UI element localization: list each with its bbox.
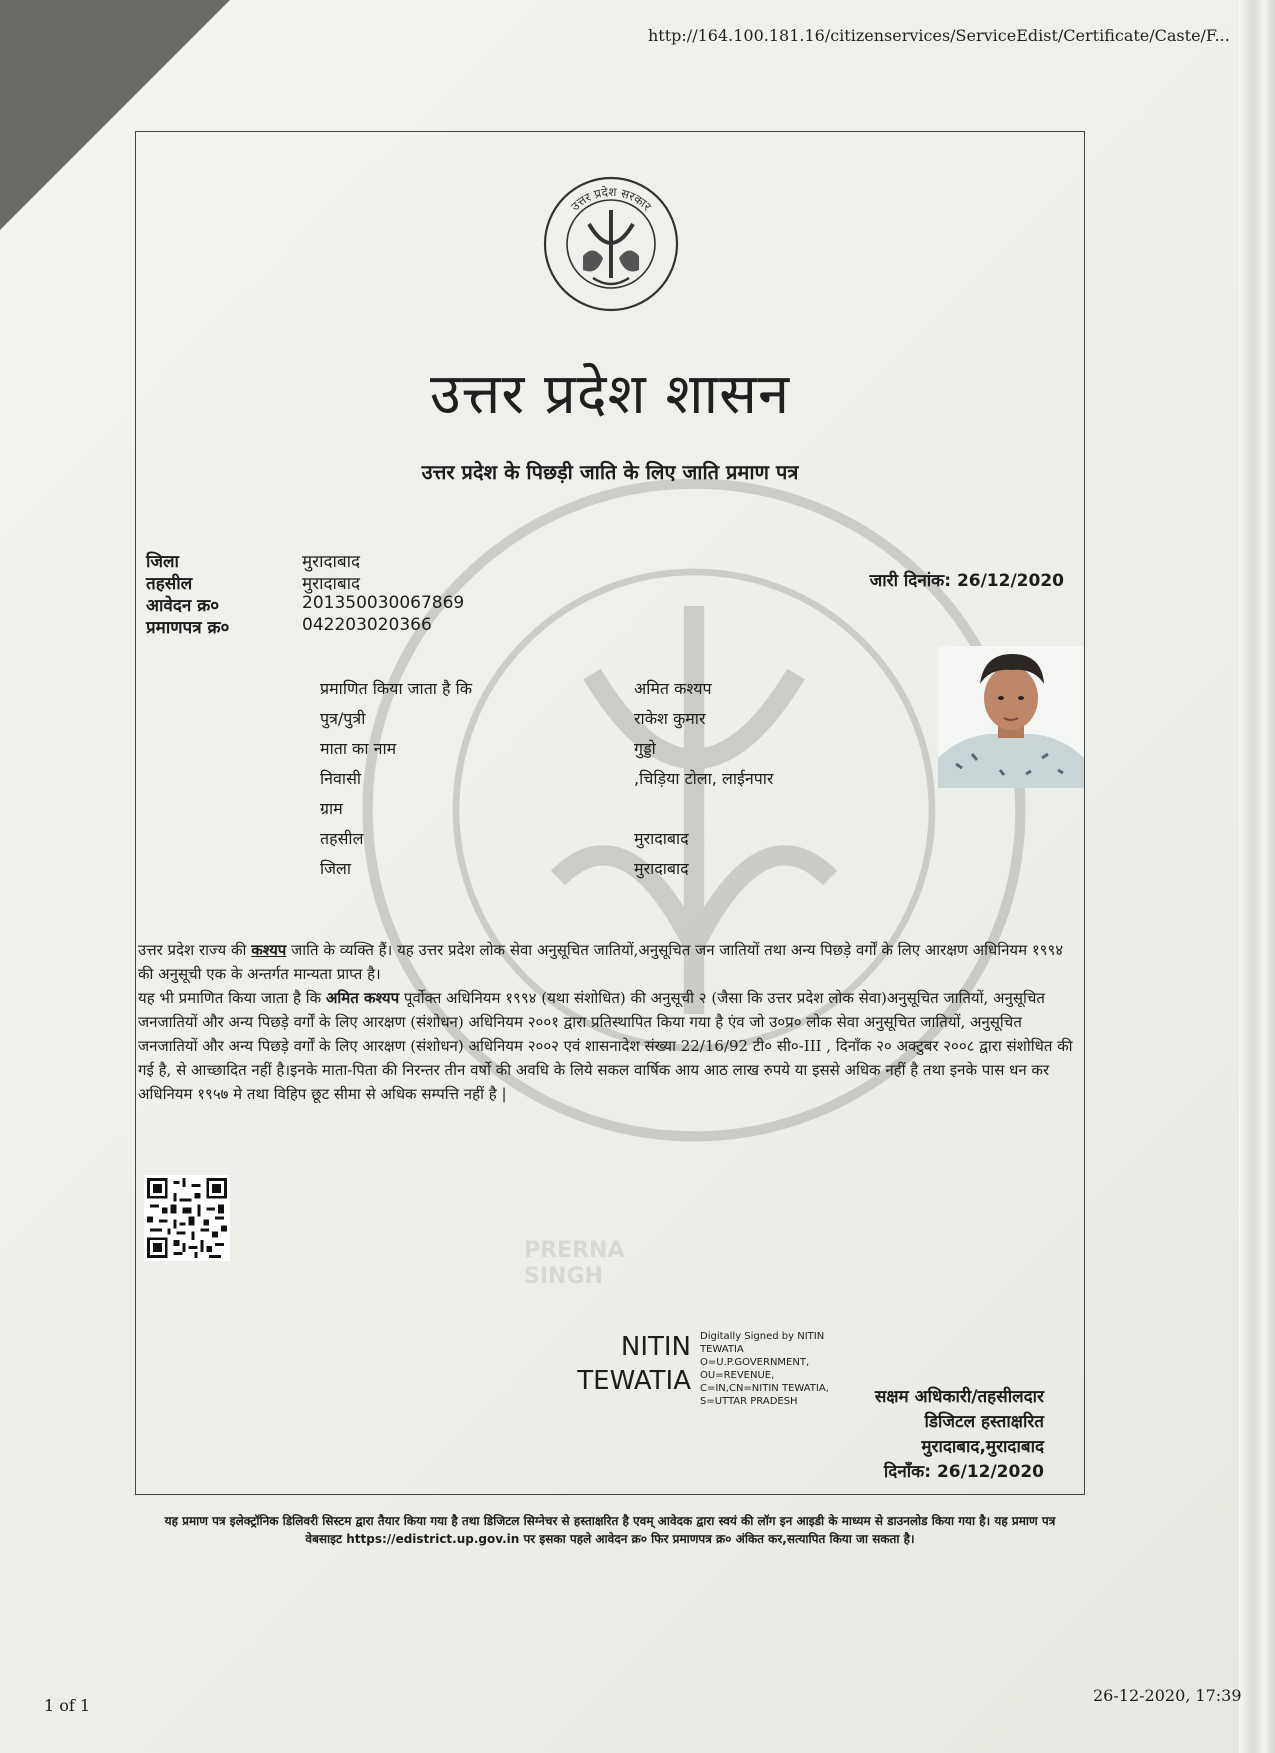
bleed-through-text (524, 1238, 624, 1290)
digital-signature-info: Digitally Signed by NITIN TEWATIA O=U.P.GOVERNMENT, OU=REVENUE, C=IN,CN=NITIN TEWATIA, S=UTTAR PRADESH (700, 1331, 829, 1407)
detail-row-tehsil (320, 827, 840, 857)
print-url-header: http://164.100.181.16/citizenservices/ServiceEdist/Certificate/Caste/F... (648, 26, 1230, 45)
applicant-photo (938, 646, 1084, 788)
signer-first-name: NITIN (620, 1332, 691, 1362)
detail-label: ग्राम (320, 799, 343, 818)
meta-label: आवेदन क्र० (146, 596, 220, 616)
print-datetime: 26-12-2020, 17:39 (1093, 1686, 1242, 1705)
meta-value: 042203020366 (302, 615, 432, 635)
signer-name (491, 1330, 691, 1398)
officer-place: मुरादाबाद,मुरादाबाद (921, 1437, 1044, 1457)
certificate-frame (135, 131, 1085, 1546)
detail-row-name (320, 677, 840, 707)
detail-value: अमित कश्यप (634, 679, 712, 698)
officer-title: सक्षम अधिकारी/तहसीलदार (874, 1387, 1044, 1407)
body-paragraph-2 (138, 986, 1073, 1106)
applicant-name: अमित कश्यप (325, 989, 400, 1007)
detail-label: प्रमाणित किया जाता है कि (320, 679, 473, 698)
page-stack-edge (1239, 0, 1275, 1753)
body-text-span: पूर्वोक्त अधिनियम १९९४ (यथा संशोधित) की अनुसूची २ (जैसा कि उत्तर प्रदेश लोक सेवा)अनुसूचित जातियों, अनुसूचित जनजातियों और अन्य पिछड़े वर्गों के लिए आरक्षण (संशोधन) अधिनियम २००१ द्वारा प्रतिस्थापित किया गया है एंव जो उ०प्र० लोक सेवा अनुसूचित जातियों, अनुसूचित जनजातियों और अन्य पिछड़े वर्गों के लिए आरक्षण (संशोधन) अधिनियम २००२ एवं शासनादेश संख्या 22/16/92 टी० सी०-III , दिनाँक २० अक्टुबर २००८ द्वारा संशोधित की गई है, से आच्छादित नहीं है।इनके माता-पिता की निरन्तर तीन वर्षो की अवधि के लिये सकल वार्षिक आय आठ लाख रुपये या इससे अधिक नहीं है तथा इनके पास धन कर अधिनियम १९५७ मे तथा विहिप छूट सीमा से अधिक सम्पत्ति नहीं है | (138, 989, 1073, 1103)
meta-label: प्रमाणपत्र क्र० (146, 618, 230, 638)
page-indicator: 1 of 1 (44, 1696, 91, 1715)
certificate-body (138, 938, 1073, 1106)
detail-row-village (320, 797, 840, 827)
body-paragraph-1 (138, 938, 1073, 986)
detail-label: माता का नाम (320, 739, 397, 758)
ghost-line: PRERNA (524, 1238, 625, 1263)
detail-row-residence (320, 767, 840, 797)
svg-text:उत्तर प्रदेश सरकार: उत्तर प्रदेश सरकार (568, 184, 655, 214)
body-text-span: उत्तर प्रदेश राज्य की (138, 941, 252, 959)
state-emblem-icon (541, 174, 681, 314)
officer-date: दिनाँक: 26/12/2020 (883, 1462, 1044, 1482)
ghost-line: SINGH (524, 1264, 603, 1289)
body-text-span: जाति के व्यक्ति हैं। यह उत्तर प्रदेश लोक सेवा अनुसूचित जातियों,अनुसूचित जन जातियों तथा अन्य पिछड़े वर्गों के लिए आरक्षण अधिनियम १९९४ की अनुसूची एक के अन्तर्गत मान्यता प्राप्त है। (138, 941, 1064, 983)
signer-last-name: TEWATIA (577, 1366, 691, 1396)
detail-label: निवासी (320, 769, 362, 788)
meta-label: जिला (146, 552, 179, 572)
detail-value: मुरादाबाद (634, 829, 689, 848)
detail-value: राकेश कुमार (634, 709, 706, 728)
detail-row-parent (320, 707, 840, 737)
meta-value: 201350030067869 (302, 593, 465, 613)
detail-row-mother (320, 737, 840, 767)
officer-signed: डिजिटल हस्ताक्षरित (924, 1412, 1044, 1432)
meta-value: मुरादाबाद (302, 552, 361, 572)
certificate-subtitle: उत्तर प्रदेश के पिछड़ी जाति के लिए जाति प्रमाण पत्र (421, 460, 799, 484)
detail-value: गुड्डो (634, 739, 656, 758)
issue-date: जारी दिनांक: 26/12/2020 (869, 571, 1064, 591)
detail-label: जिला (320, 859, 352, 878)
qr-code (144, 1175, 230, 1261)
meta-label: तहसील (146, 574, 193, 594)
detail-label: पुत्र/पुत्री (320, 709, 366, 728)
detail-value: मुरादाबाद (634, 859, 689, 878)
caste-name: कश्यप (251, 941, 287, 959)
applicant-details (320, 677, 840, 887)
body-text-span: यह भी प्रमाणित किया जाता है कि (138, 989, 326, 1007)
detail-value: ,चिड़िया टोला, लाईनपार (634, 769, 774, 788)
detail-label: तहसील (320, 829, 364, 848)
meta-value: मुरादाबाद (302, 574, 361, 594)
detail-row-district (320, 857, 840, 887)
officer-block (836, 1385, 1044, 1485)
certificate-footer-note: यह प्रमाण पत्र इलेक्ट्रॉनिक डिलिवरी सिस्टम द्वारा तैयार किया गया है तथा डिजिटल सिग्नेचर से हस्ताक्षरित है एवम् आवेदक द्वारा स्वयं की लॉग इन आइडी के माध्यम से डाउनलोड किया गया है। यह प्रमाण पत्र वेबसाइट https://edistrict.up.gov.in पर इसका पहले आवेदन क्र० फिर प्रमाणपत्र क्र० अंकित कर,सत्यापित किया जा सकता है। (164, 1514, 1056, 1546)
certificate-title: उत्तर प्रदेश शासन (429, 362, 791, 427)
